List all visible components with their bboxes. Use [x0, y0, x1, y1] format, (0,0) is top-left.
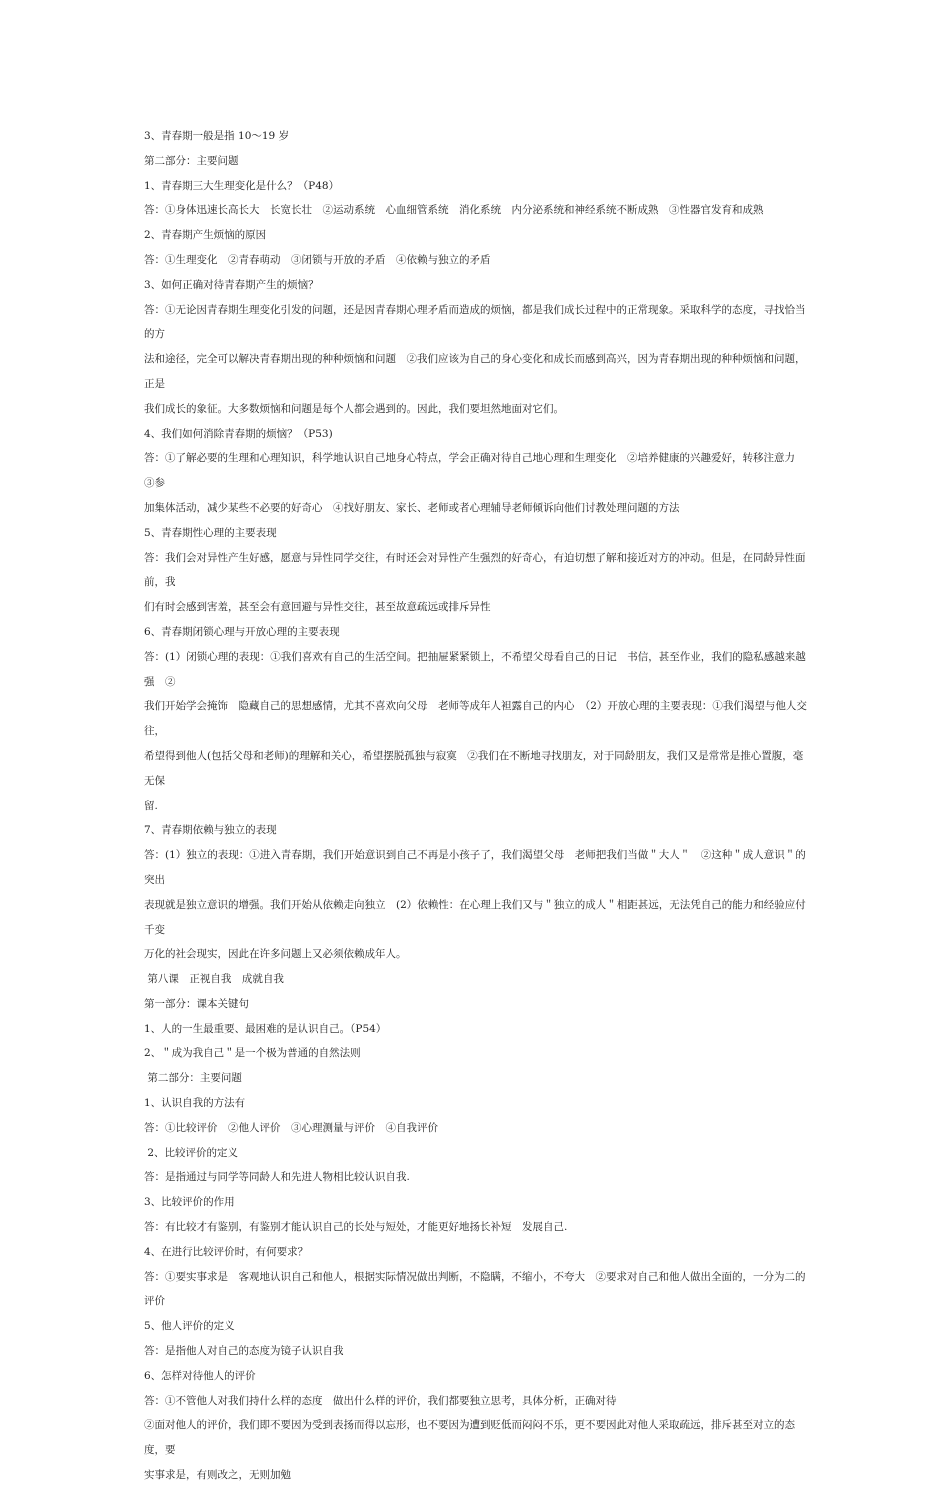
question-line: 1、青春期三大生理变化是什么？（P48） — [144, 179, 340, 192]
answer-line: 答：是指他人对自己的态度为镜子认识自我 — [144, 1345, 344, 1358]
question-line: 6、怎样对待他人的评价 — [144, 1369, 256, 1382]
answer-line: 们有时会感到害羞，甚至会有意回避与异性交往，甚至故意疏远或排斥异性 — [144, 601, 491, 614]
section-heading: 第二部分：主要问题 — [144, 1072, 242, 1085]
answer-line: 我们开始学会掩饰 隐藏自己的思想感情，尤其不喜欢向父母 老师等成年人袒露自己的内心 （2）开放心理的主要表现：①我们渴望与他人交往， — [144, 700, 807, 738]
key-sentence: 1、人的一生最重要、最困难的是认识自己。（P54） — [144, 1022, 387, 1035]
answer-line: 答：①生理变化 ②青春萌动 ③闭锁与开放的矛盾 ④依赖与独立的矛盾 — [144, 253, 491, 266]
answer-line: 答：①比较评价 ②他人评价 ③心理测量与评价 ④自我评价 — [144, 1121, 438, 1134]
answer-line: 答：①身体迅速长高长大 长宽长壮 ②运动系统 心血细管系统 消化系统 内分泌系统和神经系统不断成熟 ③性器官发育和成熟 — [144, 204, 764, 217]
question-line: 2、青春期产生烦恼的原因 — [144, 229, 267, 242]
question-line: 5、他人评价的定义 — [144, 1320, 235, 1333]
answer-line: 答：①要实事求是 客观地认识自己和他人，根据实际情况做出判断，不隐瞒，不缩小，不夸大 ②要求对自己和他人做出全面的，一分为二的评价 — [144, 1270, 806, 1308]
question-line: 7、青春期依赖与独立的表现 — [144, 824, 277, 837]
answer-line: 希望得到他人(包括父母和老师)的理解和关心，希望摆脱孤独与寂寞 ②我们在不断地寻找朋友，对于同龄朋友，我们又是常常是推心置腹，毫无保 — [144, 749, 804, 787]
answer-line: 答：(1）独立的表现：①进入青春期，我们开始意识到自己不再是小孩子了，我们渴望父母 老师把我们当做＂大人＂ ②这种＂成人意识＂的突出 — [144, 849, 806, 886]
answer-line: ②面对他人的评价，我们即不要因为受到表扬而得以忘形，也不要因为遭到贬低而闷闷不乐，更不要因此对他人采取疏远，排斥甚至对立的态度，要 — [144, 1419, 795, 1457]
answer-line: 答：(1）闭锁心理的表现：①我们喜欢有自己的生活空间。把抽屉紧紧锁上，不希望父母看自己的日记 书信，甚至作业，我们的隐私感越来越强 ② — [144, 650, 806, 688]
question-line: 3、如何正确对待青春期产生的烦恼？ — [144, 278, 319, 291]
lesson-heading: 第八课 正视自我 成就自我 — [144, 973, 284, 986]
question-line: 5、青春期性心理的主要表现 — [144, 526, 277, 539]
answer-line: 表现就是独立意识的增强。我们开始从依赖走向独立 (2）依赖性：在心理上我们又与＂独立的成人＂相距甚远，无法凭自己的能力和经验应付千变 — [144, 898, 806, 936]
answer-line: 答：①了解必要的生理和心理知识，科学地认识自己地身心特点，学会正确对待自己地心理和生理变化 ②培养健康的兴趣爱好，转移注意力 ③参 — [144, 452, 806, 490]
document-body — [144, 124, 809, 1488]
answer-line: 加集体活动，减少某些不必要的好奇心 ④找好朋友、家长、老师或者心理辅导老师倾诉向他们讨教处理问题的方法 — [144, 501, 680, 514]
section-heading: 第二部分：主要问题 — [144, 154, 239, 167]
answer-line: 答：①不管他人对我们持什么样的态度 做出什么样的评价，我们都要独立思考，具体分析，正确对待 — [144, 1394, 617, 1407]
key-sentence: 2、＂成为我自己＂是一个极为普通的自然法则 — [144, 1047, 361, 1060]
answer-line: 万化的社会现实，因此在许多问题上又必须依赖成年人。 — [144, 948, 407, 961]
answer-line: 答：是指通过与同学等同龄人和先进人物相比较认识自我. — [144, 1171, 410, 1184]
answer-line: 法和途径，完全可以解决青春期出现的种种烦恼和问题 ②我们应该为自己的身心变化和成长而感到高兴，因为青春期出现的种种烦恼和问题，正是 — [144, 353, 806, 390]
section-heading: 第一部分：课本关键句 — [144, 997, 249, 1010]
answer-line: 留. — [144, 799, 158, 812]
question-line: 1、认识自我的方法有 — [144, 1097, 246, 1110]
question-line: 3、比较评价的作用 — [144, 1196, 235, 1209]
answer-line: 答：有比较才有鉴别，有鉴别才能认识自己的长处与短处，才能更好地扬长补短 发展自己. — [144, 1221, 568, 1234]
answer-line: 实事求是，有则改之，无则加勉 — [144, 1469, 291, 1482]
question-line: 2、比较评价的定义 — [144, 1146, 239, 1159]
question-line: 4、在进行比较评价时，有何要求？ — [144, 1245, 309, 1258]
question-line: 4、我们如何消除青春期的烦恼？（P53) — [144, 427, 333, 440]
answer-line: 答：①无论因青春期生理变化引发的问题，还是因青春期心理矛盾而造成的烦恼，都是我们成长过程中的正常现象。采取科学的态度，寻找恰当的方 — [144, 303, 806, 341]
answer-line: 我们成长的象征。大多数烦恼和问题是每个人都会遇到的。因此，我们要坦然地面对它们。 — [144, 402, 564, 415]
question-line: 6、青春期闭锁心理与开放心理的主要表现 — [144, 625, 340, 638]
answer-line: 答：我们会对异性产生好感，愿意与异性同学交往，有时还会对异性产生强烈的好奇心，有迫切想了解和接近对方的冲动。但是，在同龄异性面前，我 — [144, 551, 806, 589]
text-line: 3、青春期一般是指 10～19 岁 — [144, 130, 290, 142]
